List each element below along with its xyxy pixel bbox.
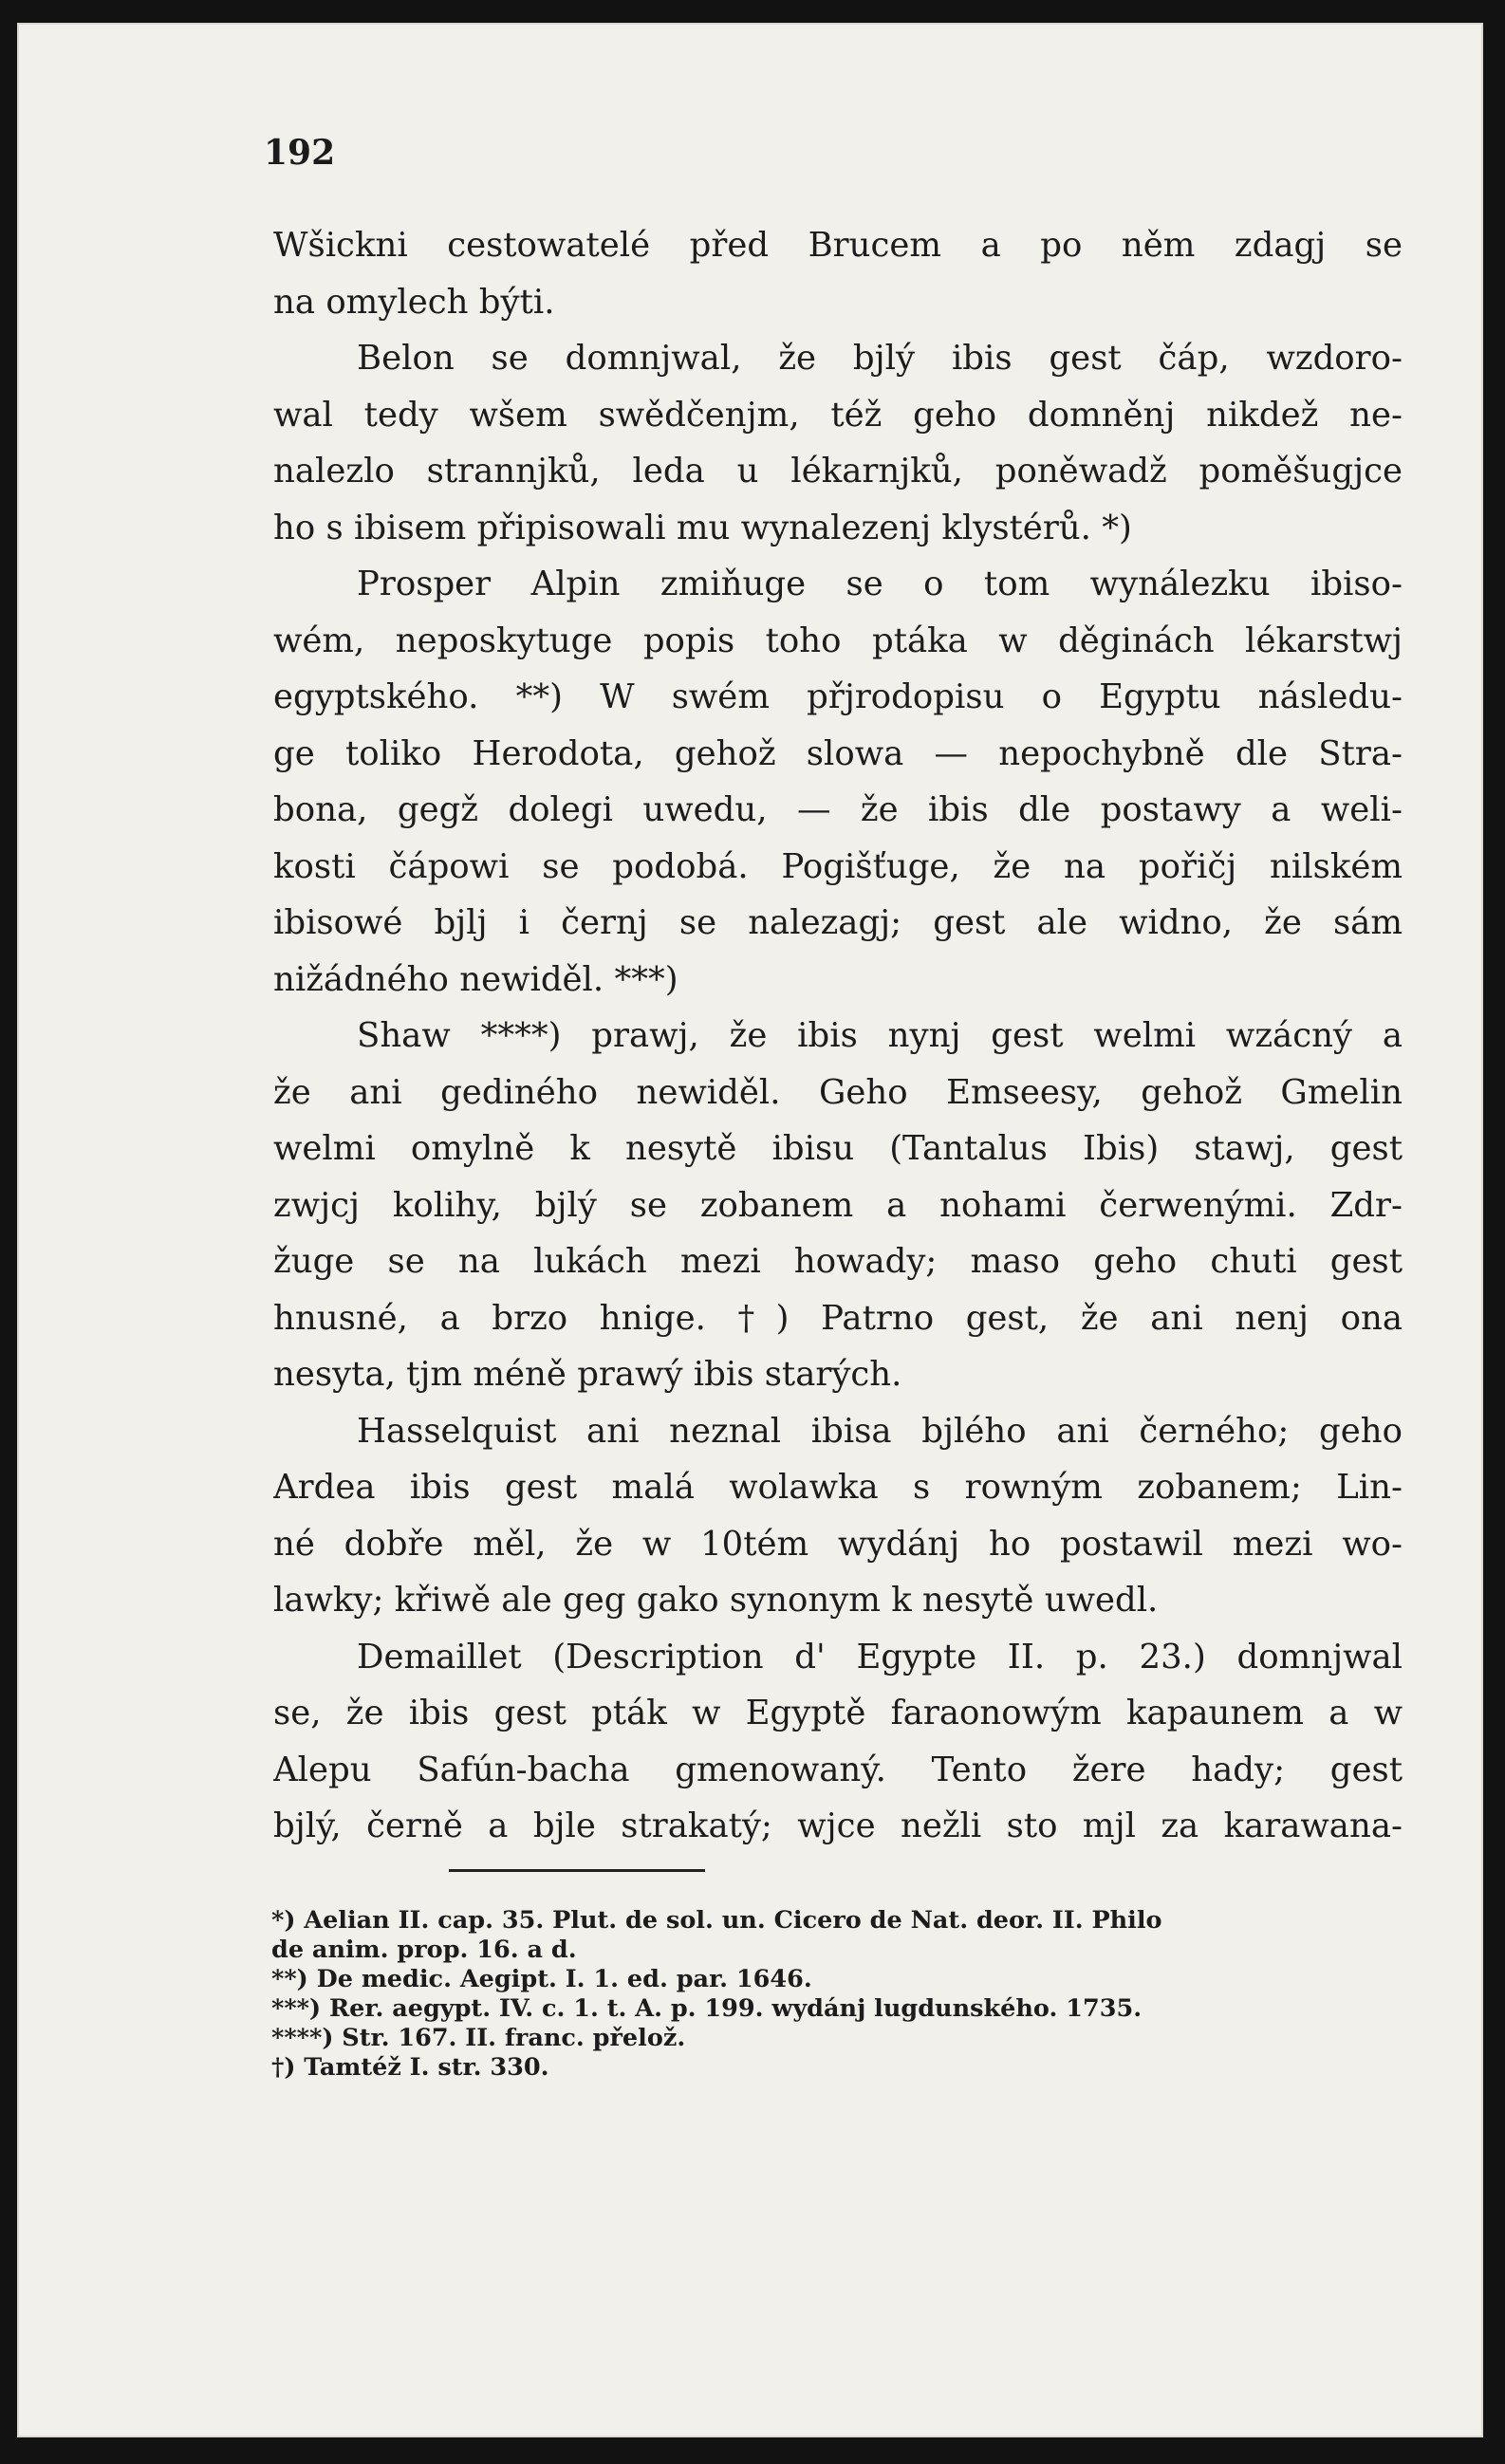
text-line: Alepu Safún-bacha gmenowaný. Tento žere hady; gest [273,1750,1403,1789]
book-page [17,23,1483,2437]
text-line: nalezlo strannjků, leda u lékarnjků, poněwadž poměšugjce [273,452,1403,491]
text-line: na omylech býti. [273,282,555,322]
text-line: ho s ibisem připisowali mu wynalezenj klystérů. *) [273,508,1132,547]
footnotes [271,1906,1401,2083]
text-line: se, že ibis gest pták w Egyptě faraonowým kapaunem a w [273,1694,1403,1732]
footnote-line: ***) Rer. aegypt. IV. c. 1. t. A. p. 199. wydánj lugdunského. 1735. [271,1994,1143,2023]
text-line: wal tedy wšem swědčenjm, též geho domněnj nikdež ne- [273,395,1403,435]
text-line: Demaillet (Description d' Egypte II. p. 23.) domnjwal [357,1637,1403,1677]
text-line: Prosper Alpin zmiňuge se o tom wynálezku ibiso- [357,565,1403,603]
text-line: nesyta, tjm méně prawý ibis starých. [273,1355,902,1394]
text-line: Shaw ****) prawj, že ibis nynj gest welmi wzácný a [357,1016,1403,1055]
text-line: bjlý, černě a bjle strakatý; wjce nežli sto mjl za karawana- [273,1806,1403,1845]
footnote-line: **) De medic. Aegipt. I. 1. ed. par. 1646. [271,1965,812,1993]
footnote-line: *) Aelian II. cap. 35. Plut. de sol. un. Cicero de Nat. deor. II. Philo [271,1906,1162,1935]
text-line: lawky; křiwě ale geg gako synonym k nesytě uwedl. [273,1581,1159,1620]
text-line: wém, neposkytuge popis toho ptáka w děginách lékarstwj [273,621,1403,660]
text-line: Hasselquist ani neznal ibisa bjlého ani černého; geho [357,1411,1403,1451]
text-line: žuge se na lukách mezi howady; maso geho chuti gest [273,1242,1403,1281]
text-line: ibisowé bjlj i černj se nalezagj; gest ale widno, že sám [273,903,1403,942]
text-line: welmi omylně k nesytě ibisu (Tantalus Ibis) stawj, gest [273,1129,1403,1168]
text-line: Ardea ibis gest malá wolawka s rowným zobanem; Lin- [273,1468,1403,1507]
footnote-divider [449,1869,705,1872]
footnote-line: de anim. prop. 16. a d. [271,1936,577,1964]
text-line: že ani gediného newiděl. Geho Emseesy, gehož Gmelin [273,1072,1403,1112]
footnote-line: ****) Str. 167. II. franc. přelož. [271,2024,686,2052]
text-line: egyptského. **) W swém přjrodopisu o Egyptu následu- [273,677,1403,716]
text-line: nižádného newiděl. ***) [273,959,678,999]
text-line: bona, gegž dolegi uwedu, — že ibis dle postawy a weli- [273,790,1403,829]
page-number: 192 [264,133,336,173]
text-line: Belon se domnjwal, že bjlý ibis gest čáp, wzdoro- [357,339,1403,378]
text-line: hnusné, a brzo hnige. †) Patrno gest, že ani nenj ona [273,1298,1403,1338]
text-line: né dobře měl, že w 10tém wydánj ho postawil mezi wo- [273,1524,1403,1564]
footnote-line: †) Tamtéž I. str. 330. [271,2053,549,2082]
text-line: kosti čápowi se podobá. Pogišťuge, že na pořičj nilském [273,846,1403,886]
body-text [273,217,1403,1855]
text-line: ge toliko Herodota, gehož slowa — nepochybně dle Stra- [273,733,1403,773]
text-line: Wšickni cestowatelé před Brucem a po něm zdagj se [273,226,1403,265]
text-line: zwjcj kolihy, bjlý se zobanem a nohami čerwenými. Zdr- [273,1185,1403,1225]
